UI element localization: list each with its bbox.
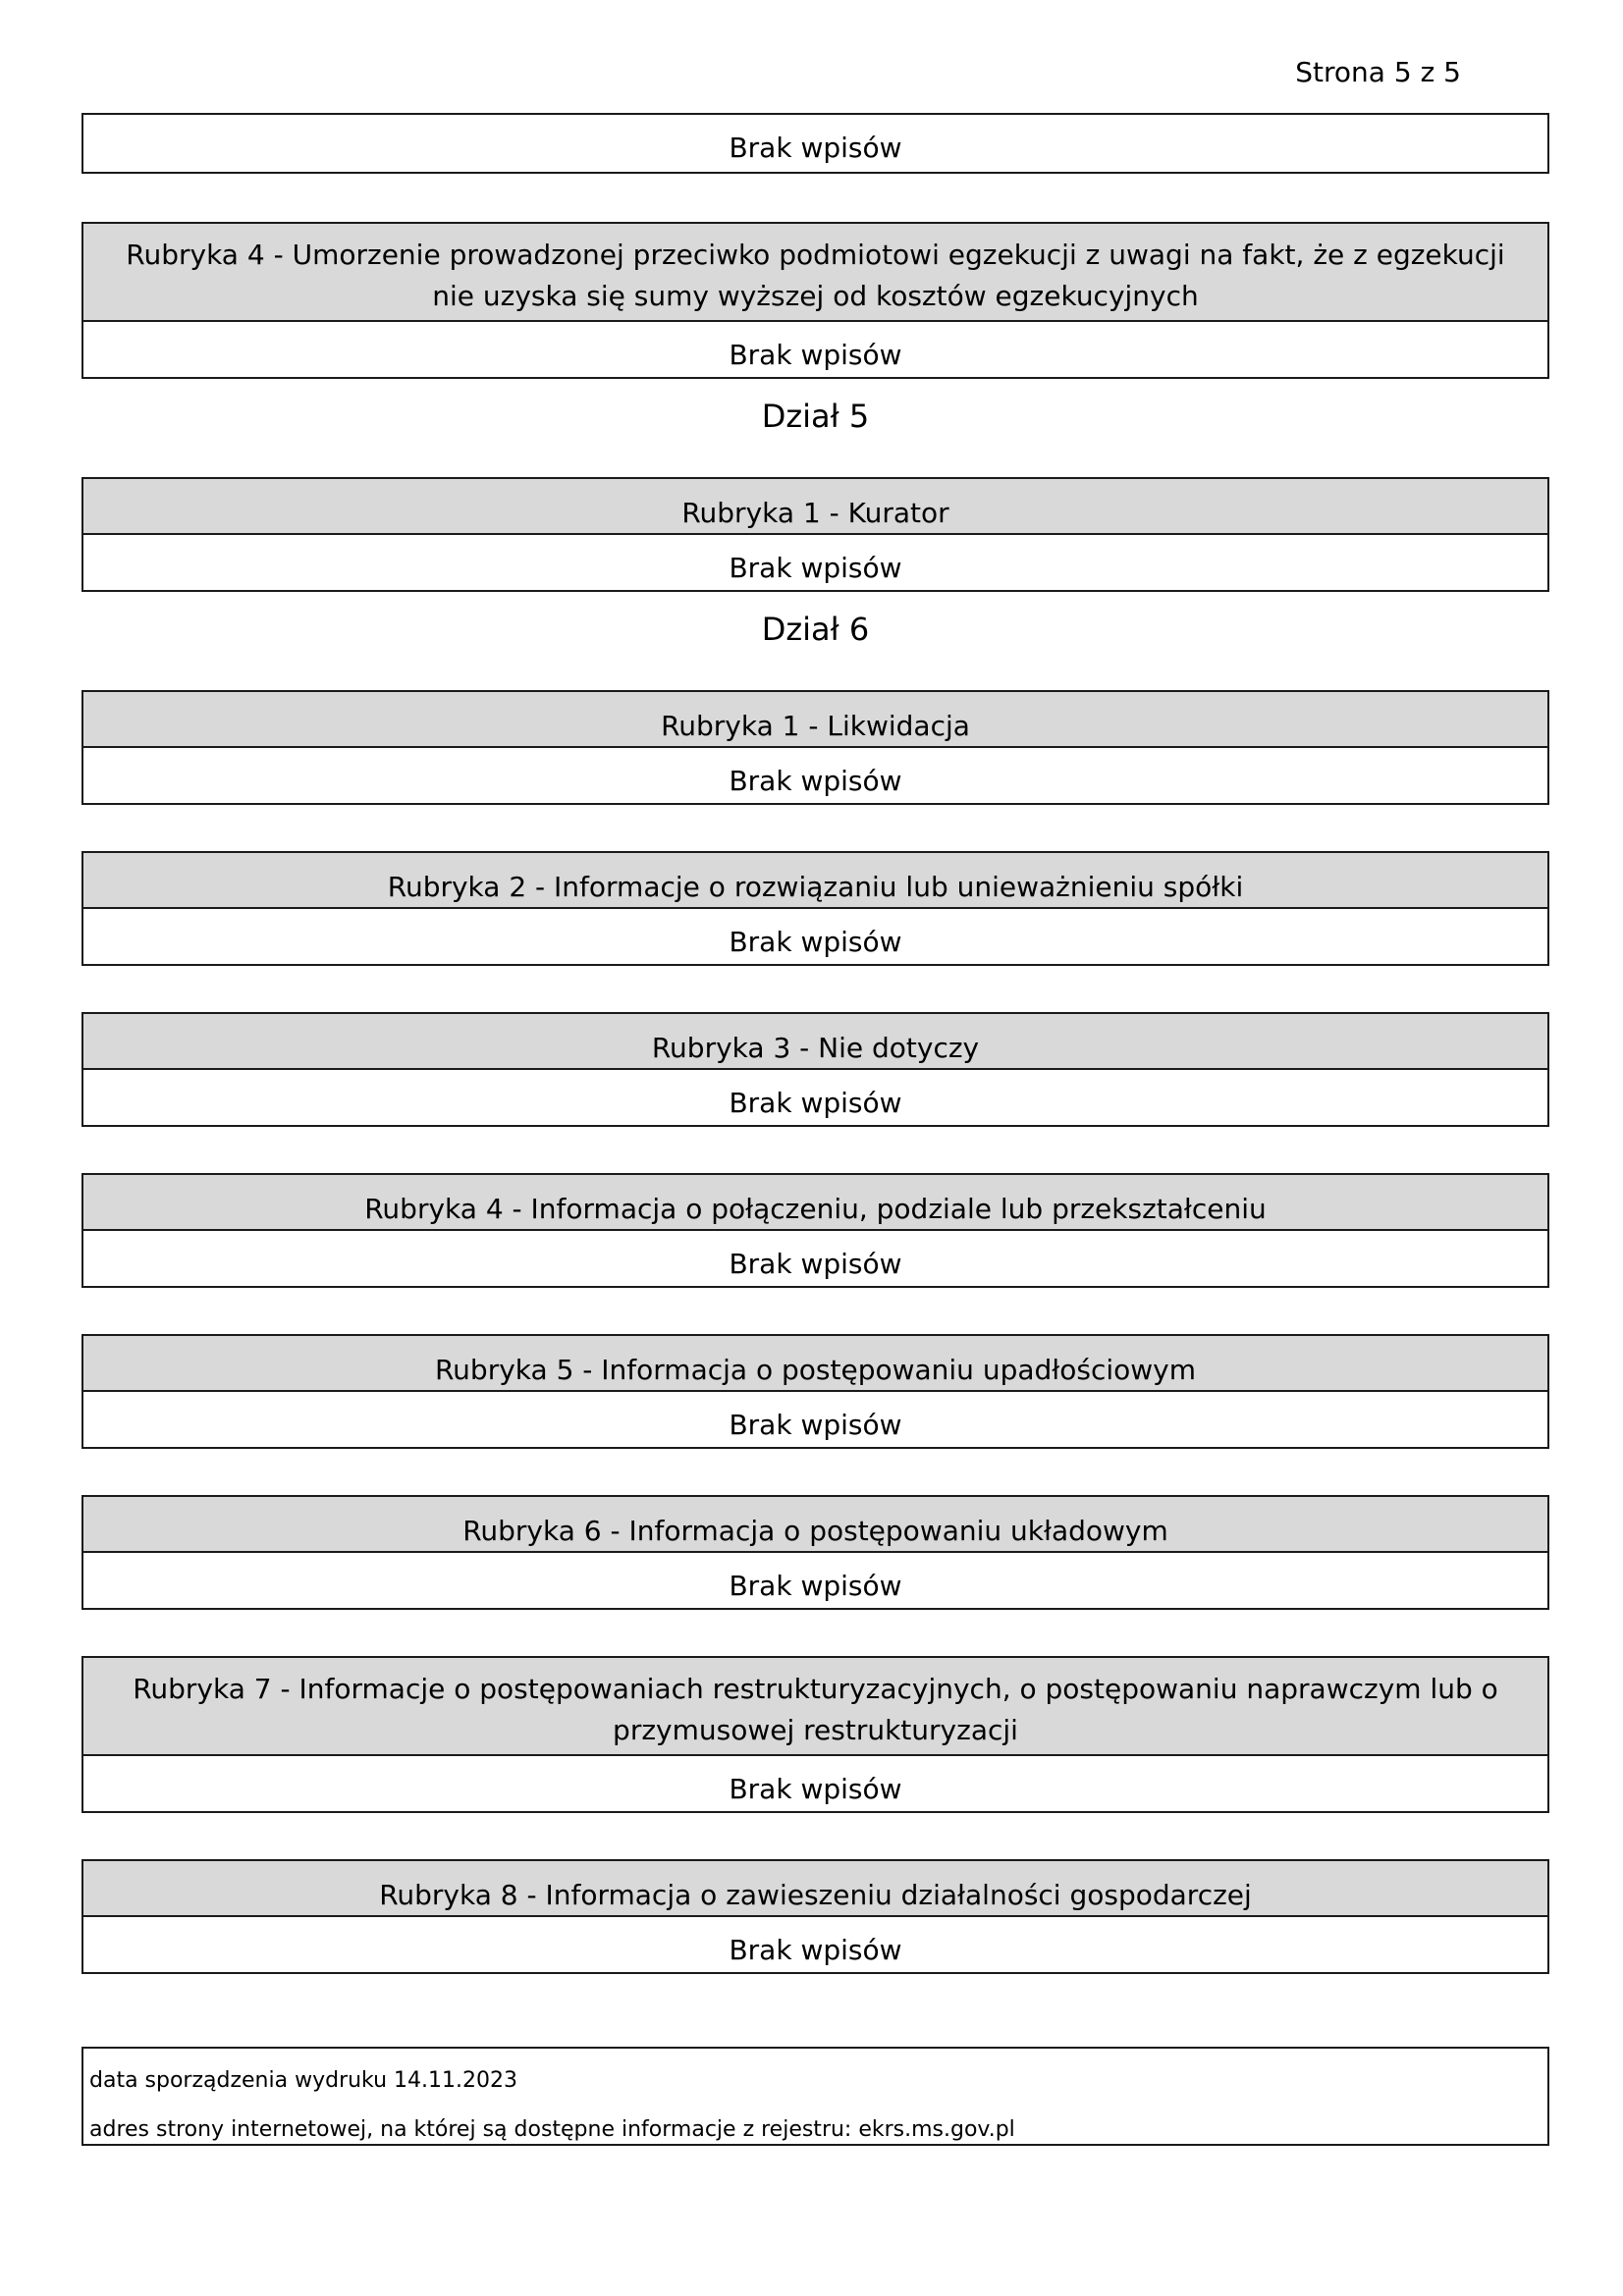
rubryka-box xyxy=(81,851,1549,966)
rubryka-value: Brak wpisów xyxy=(729,1087,902,1119)
rubryka-title: Rubryka 3 - Nie dotyczy xyxy=(83,1014,1547,1070)
rubryka-value: Brak wpisów xyxy=(729,765,902,797)
section-title: Dział 6 xyxy=(761,611,870,648)
rubryka-value: Brak wpisów xyxy=(729,926,902,958)
entry-value: Brak wpisów xyxy=(729,132,902,164)
rubryka-title: Rubryka 8 - Informacja o zawieszeniu działalności gospodarczej xyxy=(83,1861,1547,1917)
rubryka-value: Brak wpisów xyxy=(729,1934,902,1966)
document-content xyxy=(81,113,1549,1974)
rubryka-value: Brak wpisów xyxy=(729,1570,902,1602)
rubryka-value: Brak wpisów xyxy=(729,1773,902,1805)
rubryka-value: Brak wpisów xyxy=(729,552,902,584)
print-date: data sporządzenia wydruku 14.11.2023 xyxy=(89,2068,518,2093)
rubryka-box xyxy=(81,477,1549,592)
rubryka-box xyxy=(81,1173,1549,1288)
registry-website: adres strony internetowej, na której są dostępne informacje z rejestru: ekrs.ms.gov.pl xyxy=(89,2117,1015,2142)
rubryka-title: Rubryka 4 - Informacja o połączeniu, podziale lub przekształceniu xyxy=(83,1175,1547,1231)
rubryka-box xyxy=(81,1334,1549,1449)
rubryka-value: Brak wpisów xyxy=(729,339,902,371)
rubryka-value: Brak wpisów xyxy=(729,1248,902,1280)
rubryka-title: Rubryka 6 - Informacja o postępowaniu układowym xyxy=(83,1497,1547,1553)
rubryka-title: Rubryka 7 - Informacje o postępowaniach restrukturyzacyjnych, o postępowaniu naprawczym lub o przymusowej restrukturyzacji xyxy=(83,1658,1547,1756)
section-title: Dział 5 xyxy=(761,398,870,435)
rubryka-title: Rubryka 2 - Informacje o rozwiązaniu lub unieważnieniu spółki xyxy=(83,853,1547,909)
rubryka-value: Brak wpisów xyxy=(729,1409,902,1441)
rubryka-box xyxy=(81,1859,1549,1974)
entry-box xyxy=(81,113,1549,174)
page-number: Strona 5 z 5 xyxy=(1295,56,1461,88)
rubryka-box xyxy=(81,1495,1549,1610)
rubryka-title: Rubryka 5 - Informacja o postępowaniu upadłościowym xyxy=(83,1336,1547,1392)
rubryka-title: Rubryka 1 - Kurator xyxy=(83,479,1547,535)
rubryka-title: Rubryka 4 - Umorzenie prowadzonej przeciwko podmiotowi egzekucji z uwagi na fakt, że z egzekucji nie uzyska się sumy wyższej od kosztów egzekucyjnych xyxy=(83,224,1547,322)
rubryka-box xyxy=(81,1012,1549,1127)
rubryka-box xyxy=(81,1656,1549,1813)
rubryka-box xyxy=(81,222,1549,379)
print-info-box xyxy=(81,2047,1549,2146)
rubryka-title: Rubryka 1 - Likwidacja xyxy=(83,692,1547,748)
rubryka-box xyxy=(81,690,1549,805)
